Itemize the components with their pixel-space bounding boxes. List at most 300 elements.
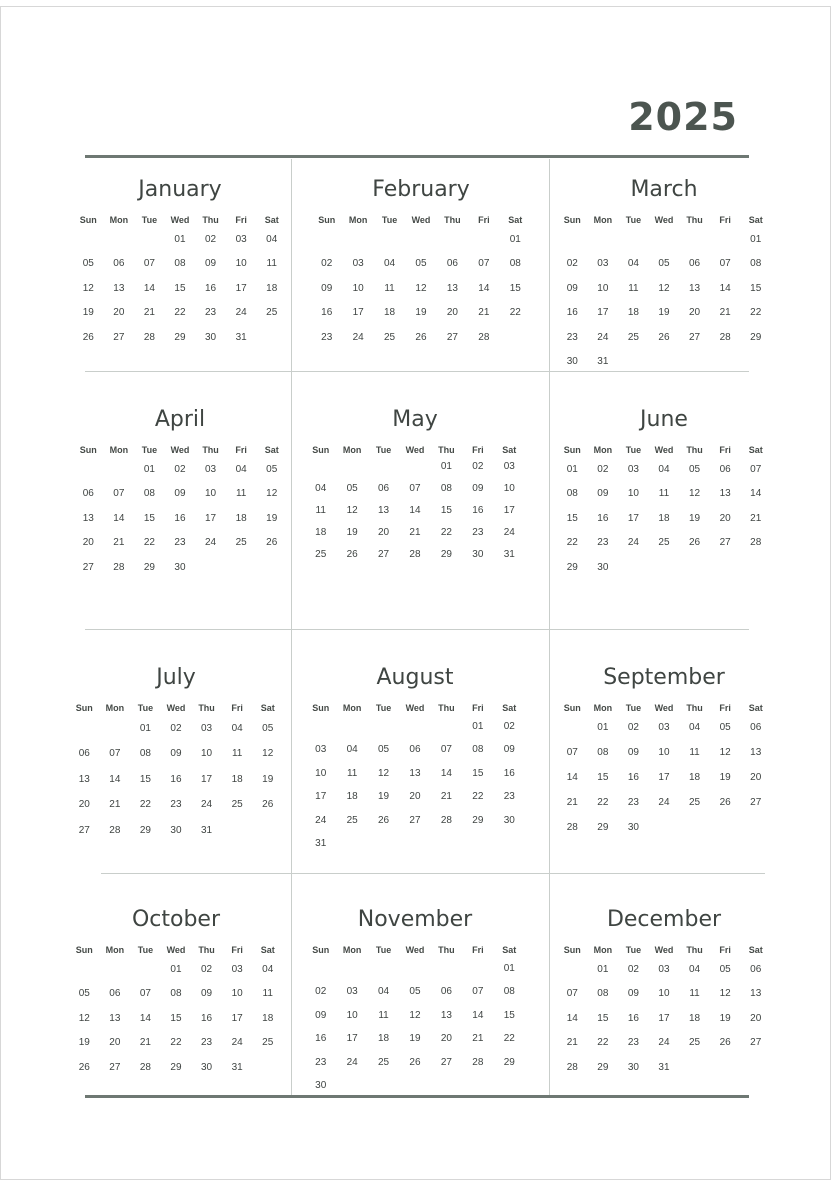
- empty-cell: [557, 964, 588, 989]
- day-cell: 26: [415, 331, 427, 343]
- weekday-label: Tue: [137, 945, 154, 955]
- day-cell: 06: [440, 986, 452, 997]
- day-cell: 09: [201, 988, 213, 999]
- day-cell: 12: [689, 488, 701, 499]
- day-cell: 14: [143, 282, 155, 294]
- day-cell: 06: [409, 744, 421, 755]
- day-cell: 29: [597, 822, 609, 833]
- day-cell: 18: [689, 772, 701, 783]
- month-may: [305, 405, 525, 571]
- weekday-label: Wed: [654, 215, 674, 225]
- weekday-label: Sat: [260, 703, 275, 713]
- empty-cell: [468, 234, 499, 259]
- weekday-label: Wed: [170, 215, 190, 225]
- day-cell: 02: [174, 463, 186, 475]
- day-cell: 02: [201, 963, 213, 975]
- day-cell: 30: [205, 331, 217, 343]
- day-cell: 29: [597, 1061, 609, 1073]
- day-cell: 03: [205, 463, 217, 475]
- day-cell: 11: [235, 488, 247, 499]
- month-july: [69, 663, 283, 850]
- day-cell: 05: [658, 258, 670, 269]
- day-cell: 08: [597, 747, 609, 758]
- empty-cell: [104, 234, 135, 259]
- day-cell: 13: [109, 1012, 121, 1024]
- weekday-label: Fri: [719, 945, 731, 955]
- day-grid: [73, 209, 287, 356]
- month-name: April: [154, 407, 206, 432]
- day-cell: 07: [143, 258, 155, 269]
- day-cell: 01: [139, 722, 151, 734]
- weekday-label: Fri: [231, 703, 243, 713]
- day-cell: 03: [346, 986, 358, 997]
- weekday-label: Sat: [264, 215, 279, 225]
- day-cell: 22: [143, 537, 155, 548]
- weekday-label: Sat: [748, 703, 763, 713]
- day-cell: 24: [503, 527, 515, 538]
- day-cell: 21: [440, 791, 452, 802]
- day-cell: 10: [346, 1009, 358, 1021]
- day-cell: 21: [750, 512, 762, 524]
- day-cell: 16: [201, 1012, 213, 1024]
- empty-cell: [342, 234, 373, 259]
- day-cell: 14: [472, 1009, 484, 1021]
- top-rule: [85, 155, 749, 158]
- day-cell: 08: [597, 988, 609, 999]
- weekday-label: Fri: [472, 945, 484, 955]
- day-cell: 29: [170, 1061, 182, 1073]
- month-name: August: [376, 665, 454, 690]
- day-cell: 05: [378, 744, 390, 755]
- weekday-label: Thu: [686, 445, 703, 455]
- day-cell: 20: [719, 512, 731, 524]
- day-cell: 15: [597, 772, 609, 783]
- day-cell: 11: [628, 282, 639, 294]
- day-cell: 22: [509, 307, 521, 318]
- day-cell: 06: [719, 463, 731, 475]
- empty-cell: [100, 723, 131, 749]
- day-cell: 11: [378, 1009, 389, 1021]
- day-cell: 21: [109, 799, 121, 810]
- empty-cell: [73, 464, 104, 489]
- day-cell: 10: [315, 767, 327, 779]
- year-title: 2025: [628, 95, 738, 139]
- day-cell: 12: [415, 282, 427, 294]
- empty-cell: [399, 963, 430, 987]
- day-cell: 10: [658, 988, 670, 999]
- weekday-label: Mon: [348, 215, 368, 225]
- day-cell: 25: [346, 814, 358, 826]
- day-cell: 03: [597, 258, 609, 269]
- day-cell: 29: [143, 561, 155, 573]
- day-cell: 26: [266, 537, 278, 548]
- day-cell: 18: [384, 307, 396, 318]
- day-cell: 10: [503, 483, 515, 494]
- day-cell: 19: [658, 307, 670, 318]
- day-cell: 20: [689, 307, 701, 318]
- day-cell: 22: [472, 791, 484, 802]
- day-cell: 02: [170, 722, 182, 734]
- weekday-label: Sat: [264, 445, 279, 455]
- day-cell: 27: [750, 1037, 762, 1048]
- day-cell: 04: [384, 258, 396, 269]
- day-cell: 03: [352, 258, 364, 269]
- day-cell: 03: [658, 722, 670, 733]
- month-august: [305, 663, 525, 862]
- day-cell: 24: [201, 799, 213, 810]
- day-cell: 20: [113, 307, 125, 318]
- weekday-label: Wed: [166, 945, 186, 955]
- day-cell: 07: [409, 483, 421, 494]
- month-name: January: [138, 177, 222, 202]
- day-cell: 24: [235, 307, 247, 318]
- day-cell: 21: [113, 537, 125, 548]
- weekday-label: Thu: [198, 945, 215, 955]
- day-cell: 19: [262, 773, 274, 785]
- day-cell: 11: [315, 505, 326, 516]
- day-cell: 02: [205, 233, 217, 245]
- day-cell: 28: [750, 537, 762, 548]
- day-cell: 29: [503, 1056, 515, 1068]
- day-cell: 16: [472, 505, 484, 516]
- day-cell: 29: [750, 331, 762, 343]
- day-cell: 18: [235, 512, 247, 524]
- day-cell: 17: [205, 512, 217, 524]
- empty-cell: [305, 963, 336, 987]
- day-cell: 10: [658, 747, 670, 758]
- day-cell: 11: [262, 988, 273, 999]
- day-cell: 27: [719, 537, 731, 548]
- day-cell: 09: [205, 258, 217, 269]
- day-cell: 12: [266, 488, 278, 499]
- weekday-label: Mon: [342, 445, 362, 455]
- day-cell: 10: [201, 748, 213, 759]
- month-name: November: [357, 907, 473, 932]
- day-cell: 11: [658, 488, 670, 499]
- empty-cell: [588, 234, 619, 259]
- empty-cell: [557, 234, 588, 259]
- day-cell: 13: [82, 512, 94, 524]
- day-cell: 13: [446, 282, 458, 294]
- day-cell: 06: [78, 748, 90, 759]
- day-cell: 18: [262, 1012, 274, 1024]
- day-cell: 14: [139, 1012, 151, 1024]
- day-cell: 24: [346, 1056, 358, 1068]
- day-cell: 21: [143, 307, 155, 318]
- day-cell: 24: [352, 331, 364, 343]
- day-cell: 03: [315, 744, 327, 755]
- weekday-label: Thu: [686, 945, 703, 955]
- day-cell: 17: [597, 307, 609, 318]
- day-cell: 15: [566, 512, 578, 524]
- day-cell: 17: [231, 1012, 243, 1024]
- empty-cell: [649, 234, 680, 259]
- day-cell: 15: [174, 282, 186, 294]
- day-cell: 04: [235, 463, 247, 475]
- day-cell: 07: [472, 986, 484, 997]
- day-cell: 08: [170, 988, 182, 999]
- day-cell: 25: [231, 799, 243, 810]
- day-cell: 18: [658, 512, 670, 524]
- day-cell: 22: [750, 307, 762, 318]
- day-cell: 16: [205, 282, 217, 294]
- weekday-label: Fri: [719, 703, 731, 713]
- weekday-label: Thu: [444, 215, 461, 225]
- day-cell: 25: [658, 537, 670, 548]
- empty-cell: [69, 964, 100, 989]
- month-december: [557, 905, 771, 1086]
- day-cell: 23: [170, 799, 182, 810]
- day-cell: 24: [627, 537, 639, 548]
- day-cell: 12: [409, 1009, 421, 1021]
- day-cell: 17: [346, 1033, 358, 1044]
- day-cell: 12: [719, 747, 731, 758]
- day-cell: 20: [750, 772, 762, 783]
- day-cell: 28: [440, 814, 452, 826]
- day-cell: 27: [82, 561, 94, 573]
- day-cell: 26: [658, 331, 670, 343]
- day-cell: 04: [658, 463, 670, 475]
- day-cell: 03: [627, 463, 639, 475]
- day-cell: 17: [352, 307, 364, 318]
- day-cell: 10: [597, 282, 609, 294]
- day-cell: 21: [566, 1037, 578, 1048]
- weekday-label: Tue: [137, 703, 154, 713]
- day-cell: 21: [566, 797, 578, 808]
- empty-cell: [305, 721, 336, 745]
- day-cell: 23: [627, 797, 639, 808]
- weekday-label: Sat: [508, 215, 523, 225]
- day-cell: 09: [174, 488, 186, 499]
- day-cell: 28: [143, 331, 155, 343]
- month-february: [311, 175, 531, 356]
- day-cell: 06: [378, 483, 390, 494]
- day-cell: 25: [689, 1037, 701, 1048]
- day-cell: 15: [143, 512, 155, 524]
- day-cell: 17: [235, 282, 247, 294]
- day-cell: 29: [566, 561, 578, 573]
- day-cell: 04: [689, 722, 701, 733]
- day-cell: 17: [658, 772, 670, 783]
- day-cell: 14: [440, 767, 452, 779]
- day-cell: 08: [509, 258, 521, 269]
- month-name: February: [372, 177, 470, 202]
- day-cell: 23: [315, 1056, 327, 1068]
- day-cell: 16: [566, 307, 578, 318]
- day-cell: 08: [503, 986, 515, 997]
- day-cell: 09: [503, 744, 515, 755]
- day-cell: 24: [205, 537, 217, 548]
- empty-cell: [100, 964, 131, 989]
- day-cell: 05: [266, 463, 278, 475]
- day-cell: 24: [597, 331, 609, 343]
- weekday-label: Fri: [231, 945, 243, 955]
- day-grid: [311, 209, 531, 356]
- empty-cell: [405, 234, 436, 259]
- day-cell: 01: [566, 463, 578, 475]
- weekday-label: Fri: [719, 215, 731, 225]
- day-cell: 13: [750, 988, 762, 999]
- day-cell: 23: [201, 1037, 213, 1048]
- day-cell: 23: [566, 331, 578, 343]
- day-cell: 12: [719, 988, 731, 999]
- day-grid: [73, 439, 287, 586]
- day-cell: 30: [566, 356, 578, 367]
- weekday-label: Wed: [654, 703, 674, 713]
- day-cell: 02: [472, 461, 484, 472]
- day-cell: 09: [321, 282, 333, 294]
- day-cell: 19: [415, 307, 427, 318]
- day-cell: 17: [201, 773, 213, 785]
- day-cell: 13: [440, 1009, 452, 1021]
- day-cell: 22: [170, 1037, 182, 1048]
- day-cell: 07: [719, 258, 731, 269]
- day-cell: 31: [503, 549, 515, 560]
- weekday-label: Mon: [593, 703, 613, 713]
- empty-cell: [679, 234, 710, 259]
- weekday-label: Tue: [141, 445, 158, 455]
- weekday-label: Mon: [593, 215, 613, 225]
- day-cell: 20: [446, 307, 458, 318]
- day-cell: 13: [113, 282, 125, 294]
- empty-cell: [336, 461, 367, 483]
- day-cell: 14: [478, 282, 490, 294]
- month-name: March: [630, 177, 698, 202]
- day-cell: 26: [346, 549, 358, 560]
- month-name: December: [606, 907, 722, 932]
- day-cell: 16: [315, 1033, 327, 1044]
- weekday-label: Sat: [748, 445, 763, 455]
- weekday-label: Tue: [375, 445, 392, 455]
- day-cell: 15: [170, 1012, 182, 1024]
- day-cell: 10: [627, 488, 639, 499]
- day-grid: [557, 439, 771, 586]
- day-cell: 23: [321, 331, 333, 343]
- day-cell: 05: [409, 986, 421, 997]
- day-cell: 02: [627, 963, 639, 975]
- weekday-label: Tue: [381, 215, 398, 225]
- weekday-label: Sat: [502, 945, 517, 955]
- day-cell: 15: [440, 505, 452, 516]
- day-cell: 20: [440, 1033, 452, 1044]
- weekday-label: Fri: [478, 215, 490, 225]
- day-cell: 19: [82, 307, 94, 318]
- day-cell: 14: [109, 773, 121, 785]
- weekday-label: Mon: [105, 945, 125, 955]
- month-april: [73, 405, 287, 586]
- day-cell: 26: [82, 331, 94, 343]
- day-cell: 27: [378, 549, 390, 560]
- weekday-label: Fri: [235, 445, 247, 455]
- day-cell: 01: [174, 233, 186, 245]
- weekday-label: Sun: [563, 945, 581, 955]
- day-cell: 01: [143, 463, 155, 475]
- day-cell: 16: [627, 1012, 639, 1024]
- day-cell: 21: [472, 1033, 484, 1044]
- weekday-label: Wed: [405, 703, 425, 713]
- day-cell: 06: [113, 258, 125, 269]
- empty-cell: [557, 722, 588, 747]
- day-cell: 30: [174, 561, 186, 573]
- empty-cell: [73, 234, 104, 259]
- weekday-label: Tue: [625, 703, 642, 713]
- day-cell: 27: [440, 1056, 452, 1068]
- day-cell: 18: [266, 282, 278, 294]
- day-cell: 03: [231, 963, 243, 975]
- day-cell: 15: [139, 773, 151, 785]
- day-cell: 19: [719, 1012, 731, 1024]
- weekday-label: Fri: [719, 445, 731, 455]
- day-cell: 02: [627, 722, 639, 733]
- day-cell: 13: [750, 747, 762, 758]
- empty-cell: [305, 461, 336, 483]
- day-cell: 31: [315, 838, 327, 849]
- day-cell: 02: [566, 258, 578, 269]
- day-cell: 11: [689, 747, 700, 758]
- day-cell: 28: [113, 561, 125, 573]
- day-cell: 09: [597, 488, 609, 499]
- day-cell: 06: [446, 258, 458, 269]
- empty-cell: [462, 963, 493, 987]
- day-cell: 11: [266, 258, 277, 269]
- weekday-label: Sun: [563, 215, 581, 225]
- day-cell: 27: [78, 824, 90, 836]
- weekday-label: Sun: [312, 703, 330, 713]
- day-cell: 05: [719, 722, 731, 733]
- day-cell: 31: [235, 331, 247, 343]
- day-cell: 03: [658, 963, 670, 975]
- empty-cell: [336, 721, 367, 745]
- month-september: [557, 663, 771, 847]
- day-cell: 22: [597, 1037, 609, 1048]
- column-divider: [549, 159, 550, 1095]
- weekday-label: Sun: [563, 445, 581, 455]
- day-cell: 16: [321, 307, 333, 318]
- day-cell: 29: [472, 814, 484, 826]
- day-cell: 30: [627, 1061, 639, 1073]
- day-cell: 29: [174, 331, 186, 343]
- day-cell: 01: [440, 461, 452, 472]
- empty-cell: [368, 721, 399, 745]
- day-cell: 08: [750, 258, 762, 269]
- day-cell: 30: [503, 814, 515, 826]
- weekday-label: Sat: [502, 445, 517, 455]
- day-cell: 27: [750, 797, 762, 808]
- empty-cell: [710, 234, 741, 259]
- day-cell: 16: [174, 512, 186, 524]
- day-cell: 10: [352, 282, 364, 294]
- day-cell: 04: [346, 744, 358, 755]
- day-cell: 06: [82, 488, 94, 499]
- day-cell: 23: [627, 1037, 639, 1048]
- empty-cell: [368, 963, 399, 987]
- day-cell: 18: [378, 1033, 390, 1044]
- empty-cell: [130, 964, 161, 989]
- day-cell: 07: [566, 988, 578, 999]
- weekday-label: Wed: [405, 445, 425, 455]
- day-cell: 07: [109, 748, 121, 759]
- day-cell: 18: [315, 527, 327, 538]
- weekday-label: Wed: [166, 703, 186, 713]
- day-cell: 14: [409, 505, 421, 516]
- day-cell: 30: [315, 1080, 327, 1091]
- weekday-label: Fri: [235, 215, 247, 225]
- day-cell: 22: [597, 797, 609, 808]
- day-cell: 21: [409, 527, 421, 538]
- day-cell: 23: [174, 537, 186, 548]
- day-cell: 16: [170, 773, 182, 785]
- month-october: [69, 905, 283, 1086]
